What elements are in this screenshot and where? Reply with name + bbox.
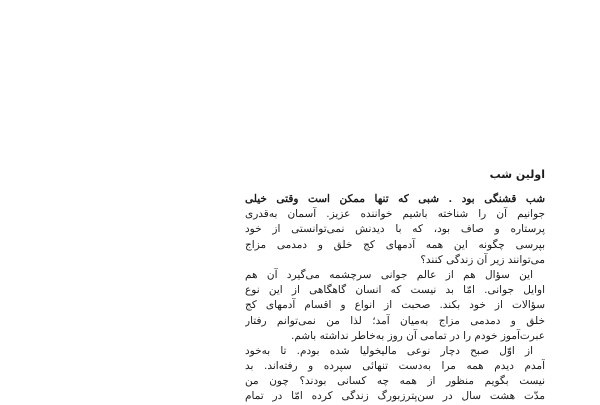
paragraph-line: از اوّل صبح دچار نوعی مالیخولیا شده بودم. تا به‌خود: [245, 344, 533, 357]
body-text-column: [245, 168, 545, 405]
paragraph-line: آمدم دیدم همه مرا به‌دست تنهائی سپرده و رفته‌اند. بد: [245, 360, 545, 373]
paragraph-line: این سؤال هم از عالم جوانی سرچشمه می‌گیرد آن هم: [245, 268, 533, 281]
paragraph-line: اوایل جوانی. امّا بد نیست که انسان گاهگاهی از این نوع: [245, 284, 545, 297]
paragraph-1: [245, 192, 545, 268]
chapter-heading: اولین شب: [489, 168, 545, 181]
paragraph-line: مدّت هشت سال در سن‌پترزبورگ زندگی کرده امّا در تمام: [245, 390, 545, 403]
paragraph-line: جوانیم آن را شناخته باشیم خواننده عزیز. آسمان به‌قدری: [245, 208, 545, 221]
paragraph-line: بپرسی چگونه این همه آدمهای کج خلق و دمدمی مزاج: [245, 238, 545, 251]
paragraph-line: پرستاره و صاف بود، که با دیدنش نمی‌توانستی از خود: [245, 223, 545, 236]
paragraph-line: نیست بگویم منظور از همه چه کسانی بودند؟ چون من: [245, 375, 545, 388]
paragraph-line: خلق و دمدمی مزاج به‌میان آمد؛ لذا من نمی‌توانم رفتار: [245, 314, 545, 327]
paragraph-line: سؤالات از خود بکند. صحبت از انواع و اقسام آدمهای کج: [245, 299, 545, 312]
paragraph-line: عبرت‌آموز خودم را در تمامی آن روز به‌خاطر نداشته باشم.: [290, 329, 545, 342]
paragraph-3: [245, 344, 545, 405]
paragraph-2: [245, 268, 545, 344]
paragraph-line: می‌توانند زیر آن زندگی کنند؟: [420, 253, 545, 266]
paragraph-line: شب قشنگی بود . شبی که تنها ممکن است وقتی خیلی: [245, 193, 545, 205]
